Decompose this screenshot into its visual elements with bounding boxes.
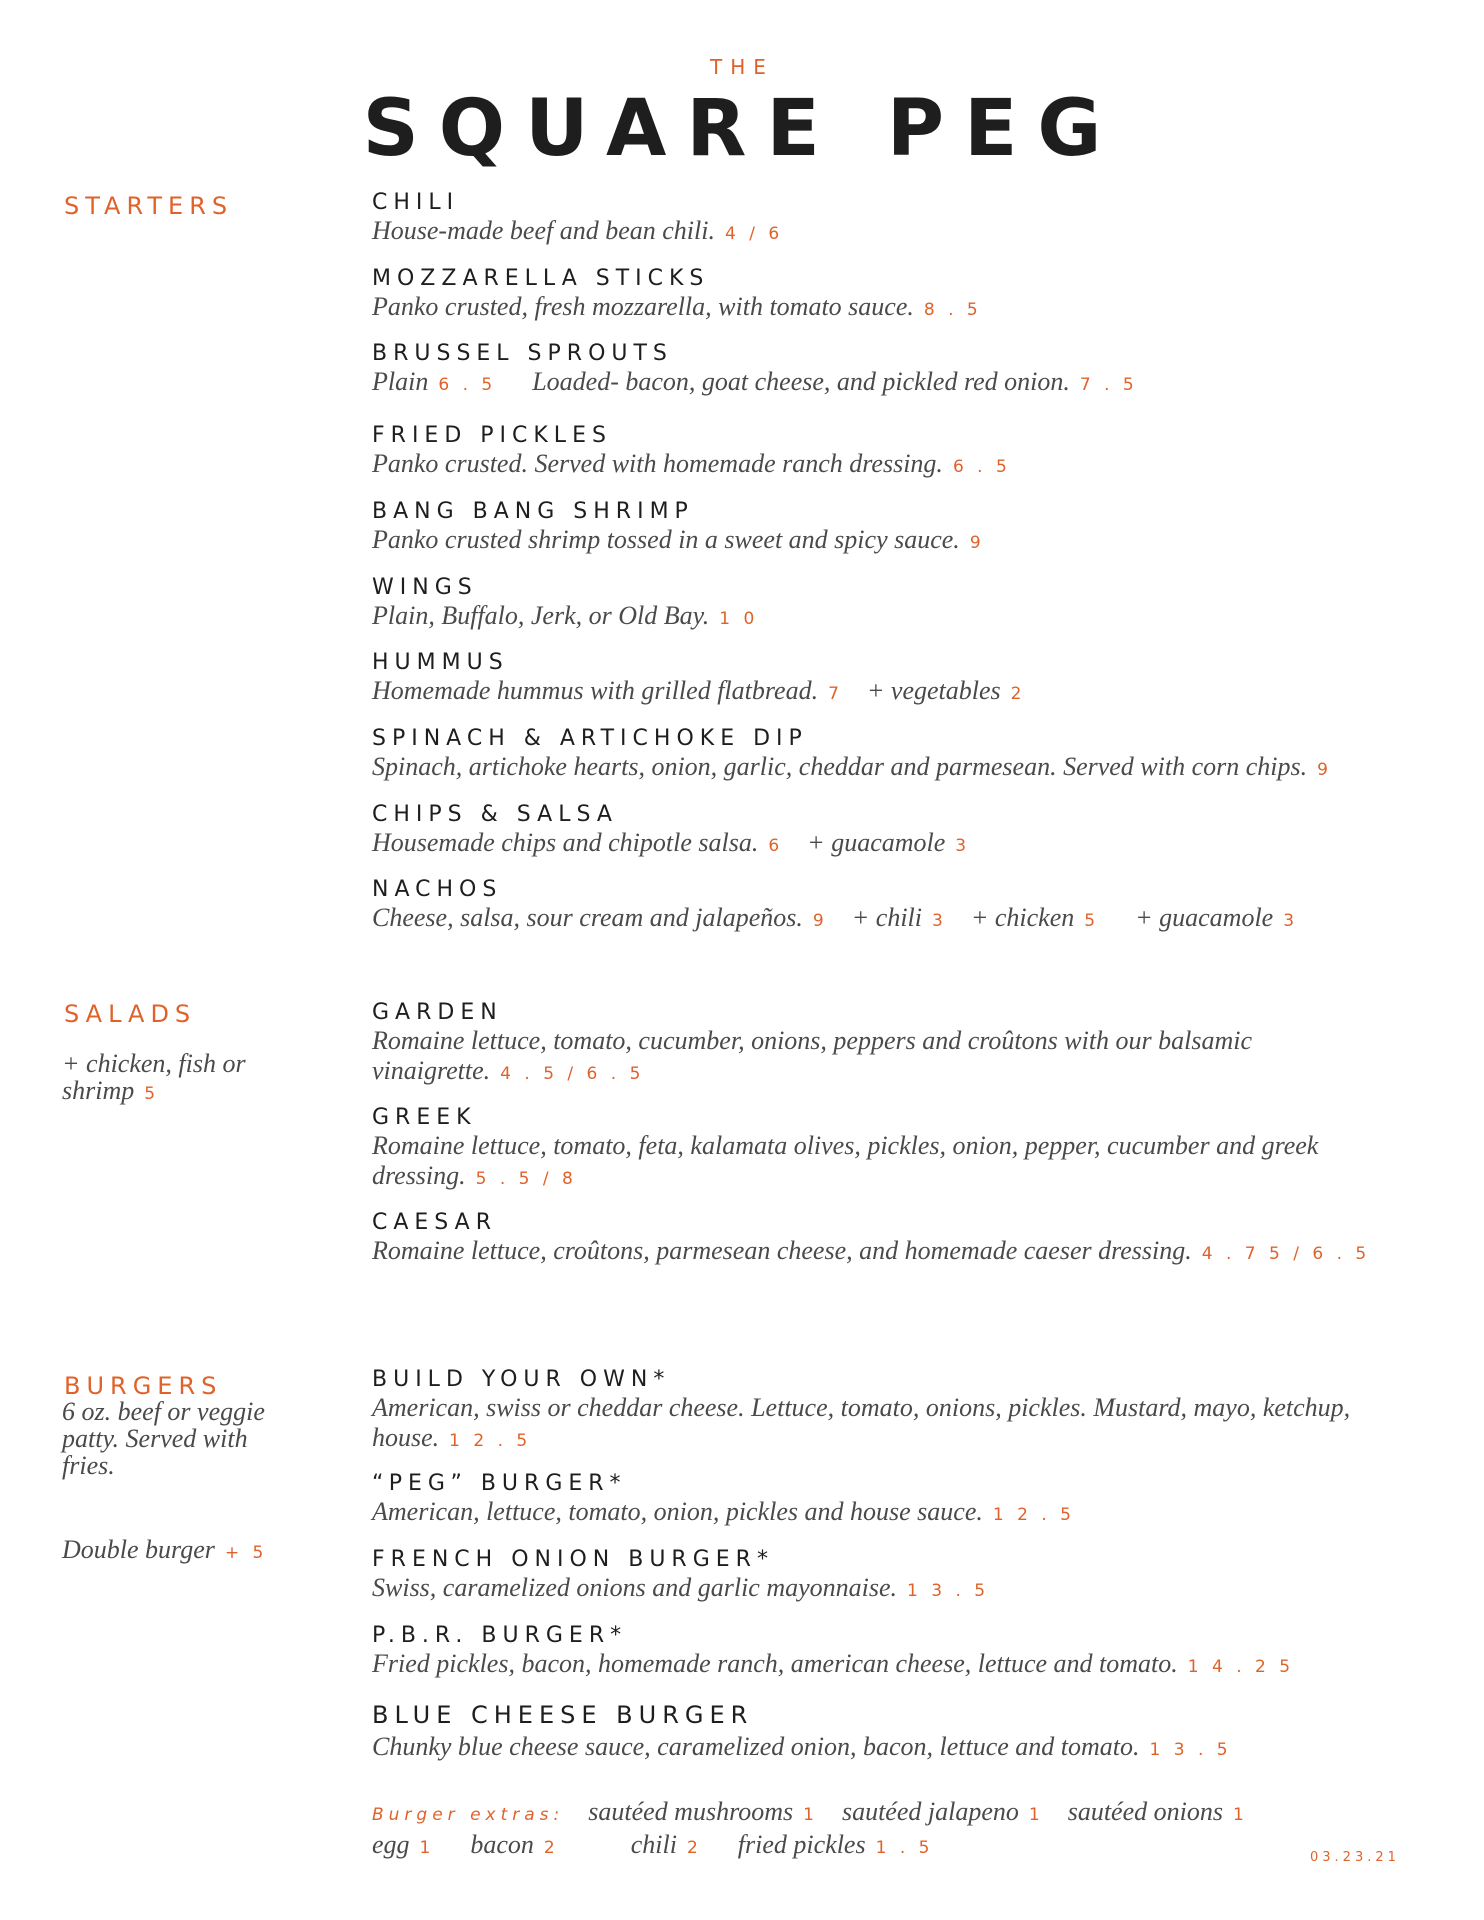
restaurant-title: SQUARE PEG bbox=[362, 84, 1122, 174]
item-name: BLUE CHEESE BURGER bbox=[372, 1701, 754, 1729]
item-price: 4 . 7 5 / 6 . 5 bbox=[1201, 1244, 1371, 1264]
item-description: Plain 6 . 5 Loaded- bacon, goat cheese, and pickled red onion. 7 . 5 bbox=[372, 367, 1138, 396]
menu-item bbox=[372, 190, 1392, 249]
menu-item bbox=[372, 726, 1392, 785]
item-price: 5 . 5 / 8 bbox=[475, 1169, 577, 1189]
item-description: Fried pickles, bacon, homemade ranch, american cheese, lettuce and tomato. 1 4 . 2 5 bbox=[372, 1649, 1295, 1678]
extra-price: 2 bbox=[543, 1838, 559, 1858]
item-price: 2 bbox=[1010, 684, 1026, 704]
item-price: 6 . 5 bbox=[952, 457, 1011, 477]
item-price: 6 bbox=[768, 836, 784, 856]
menu-item bbox=[372, 423, 1392, 482]
menu-item bbox=[372, 802, 1392, 861]
item-name: WINGS bbox=[372, 575, 478, 600]
header-the: THE bbox=[710, 55, 774, 79]
item-price: 7 bbox=[828, 684, 843, 704]
item-description: Panko crusted, fresh mozzarella, with tomato sauce. 8 . 5 bbox=[372, 292, 982, 321]
item-price: 1 2 . 5 bbox=[449, 1431, 532, 1451]
item-name: CHIPS & SALSA bbox=[372, 802, 618, 827]
extras-line-1: Burger extras: sautéed mushrooms 1 sautéed jalapeno 1 sautéed onions 1 bbox=[372, 1797, 1248, 1826]
item-description: Romaine lettuce, tomato, feta, kalamata olives, pickles, onion, pepper, cucumber and greek dressing. 5 . 5 / 8 bbox=[372, 1131, 1319, 1190]
menu-item bbox=[372, 1367, 1392, 1456]
extras-line-2: egg 1 bacon 2 chili 2 fried pickles 1 . 5 bbox=[372, 1830, 934, 1859]
burgers-note: 6 oz. beef or veggie patty. Served with fries. bbox=[62, 1397, 265, 1480]
item-description: Spinach, artichoke hearts, onion, garlic, cheddar and parmesean. Served with corn chips. 9 bbox=[372, 752, 1332, 781]
section-title-starters: STARTERS bbox=[64, 192, 234, 220]
item-name: GREEK bbox=[372, 1105, 477, 1130]
menu-item bbox=[372, 1000, 1392, 1089]
item-description: Swiss, caramelized onions and garlic mayonnaise. 1 3 . 5 bbox=[372, 1573, 990, 1602]
menu-item bbox=[372, 1623, 1392, 1682]
menu-item bbox=[372, 650, 1392, 709]
addon-price: 5 bbox=[144, 1084, 160, 1104]
item-name: HUMMUS bbox=[372, 650, 509, 675]
item-price: 4 . 5 / 6 . 5 bbox=[500, 1064, 645, 1084]
item-description: Chunky blue cheese sauce, caramelized onion, bacon, lettuce and tomato. 1 3 . 5 bbox=[372, 1732, 1232, 1761]
section-title-salads: SALADS bbox=[64, 1000, 197, 1028]
item-name: CAESAR bbox=[372, 1210, 498, 1235]
item-description: American, swiss or cheddar cheese. Lettuce, tomato, onions, pickles. Mustard, mayo, ketchup, house. 1 2 . 5 bbox=[372, 1393, 1351, 1452]
extras-label: Burger extras: bbox=[372, 1805, 565, 1825]
menu-item bbox=[372, 877, 1392, 936]
item-description: Panko crusted. Served with homemade ranch dressing. 6 . 5 bbox=[372, 449, 1011, 478]
item-price: 3 bbox=[1283, 911, 1299, 931]
menu-item bbox=[372, 1105, 1392, 1194]
menu-item bbox=[372, 1471, 1392, 1530]
menu-item bbox=[372, 499, 1392, 558]
item-price: 4 / 6 bbox=[724, 224, 784, 244]
item-price: 8 . 5 bbox=[923, 300, 982, 320]
item-name: SPINACH & ARTICHOKE DIP bbox=[372, 726, 808, 751]
extra-price: 1 bbox=[1232, 1805, 1248, 1825]
item-price: 7 . 5 bbox=[1079, 375, 1138, 395]
item-price: 9 bbox=[812, 911, 828, 931]
item-name: MOZZARELLA STICKS bbox=[372, 266, 710, 291]
extra-price: 1 bbox=[419, 1838, 435, 1858]
item-name: BANG BANG SHRIMP bbox=[372, 499, 694, 524]
double-burger-price: + 5 bbox=[224, 1543, 268, 1563]
item-name: GARDEN bbox=[372, 1000, 503, 1025]
item-price: 5 bbox=[1084, 911, 1100, 931]
item-price: 3 bbox=[932, 911, 947, 931]
item-description: Homemade hummus with grilled flatbread. 7 + vegetables 2 bbox=[372, 676, 1026, 705]
item-name: NACHOS bbox=[372, 877, 503, 902]
item-description: House-made beef and bean chili. 4 / 6 bbox=[372, 216, 784, 245]
extra-price: 2 bbox=[686, 1838, 702, 1858]
menu-date: 03.23.21 bbox=[1310, 1850, 1400, 1865]
burger-extras bbox=[372, 1797, 1392, 1863]
section-title-burgers: BURGERS bbox=[64, 1372, 223, 1400]
menu-item bbox=[372, 1210, 1392, 1269]
item-price: 1 0 bbox=[719, 609, 759, 629]
item-description: American, lettuce, tomato, onion, pickles and house sauce. 1 2 . 5 bbox=[372, 1497, 1075, 1526]
menu-item bbox=[372, 575, 1392, 634]
item-price: 9 bbox=[969, 533, 985, 553]
item-price: 1 3 . 5 bbox=[1149, 1740, 1232, 1760]
item-price: 9 bbox=[1317, 760, 1332, 780]
item-description: Panko crusted shrimp tossed in a sweet and spicy sauce. 9 bbox=[372, 525, 985, 554]
item-name: CHILI bbox=[372, 190, 460, 215]
extra-price: 1 bbox=[803, 1805, 818, 1825]
item-description: Romaine lettuce, tomato, cucumber, onions, peppers and croûtons with our balsamic vinaigrette. 4 . 5 / 6 . 5 bbox=[372, 1026, 1253, 1085]
item-description: Cheese, salsa, sour cream and jalapeños. 9 + chili 3 + chicken 5 + guacamole 3 bbox=[372, 903, 1299, 932]
item-description: Housemade chips and chipotle salsa. 6 + guacamole 3 bbox=[372, 828, 971, 857]
menu-item bbox=[372, 266, 1392, 325]
item-name: BRUSSEL SPROUTS bbox=[372, 341, 673, 366]
item-price: 1 4 . 2 5 bbox=[1187, 1657, 1295, 1677]
extra-price: 1 bbox=[1028, 1805, 1044, 1825]
item-price: 6 . 5 bbox=[438, 375, 497, 395]
item-description: Plain, Buffalo, Jerk, or Old Bay. 1 0 bbox=[372, 601, 759, 630]
extra-price: 1 . 5 bbox=[875, 1838, 934, 1858]
item-name: “PEG” BURGER* bbox=[372, 1471, 627, 1496]
menu-item bbox=[372, 1702, 1392, 1765]
menu-item bbox=[372, 341, 1392, 400]
item-price: 3 bbox=[955, 836, 971, 856]
item-name: FRENCH ONION BURGER* bbox=[372, 1547, 774, 1572]
menu-item bbox=[372, 1547, 1392, 1606]
item-name: P.B.R. BURGER* bbox=[372, 1623, 628, 1648]
item-price: 1 3 . 5 bbox=[907, 1581, 990, 1601]
item-name: BUILD YOUR OWN* bbox=[372, 1367, 671, 1392]
item-price: 1 2 . 5 bbox=[992, 1505, 1075, 1525]
salads-addon-note: + chicken, fish or shrimp 5 bbox=[62, 1049, 246, 1105]
double-burger-note: Double burger + 5 bbox=[62, 1535, 268, 1564]
item-name: FRIED PICKLES bbox=[372, 423, 612, 448]
item-description: Romaine lettuce, croûtons, parmesean cheese, and homemade caeser dressing. 4 . 7 5 / 6 . 5 bbox=[372, 1236, 1371, 1265]
